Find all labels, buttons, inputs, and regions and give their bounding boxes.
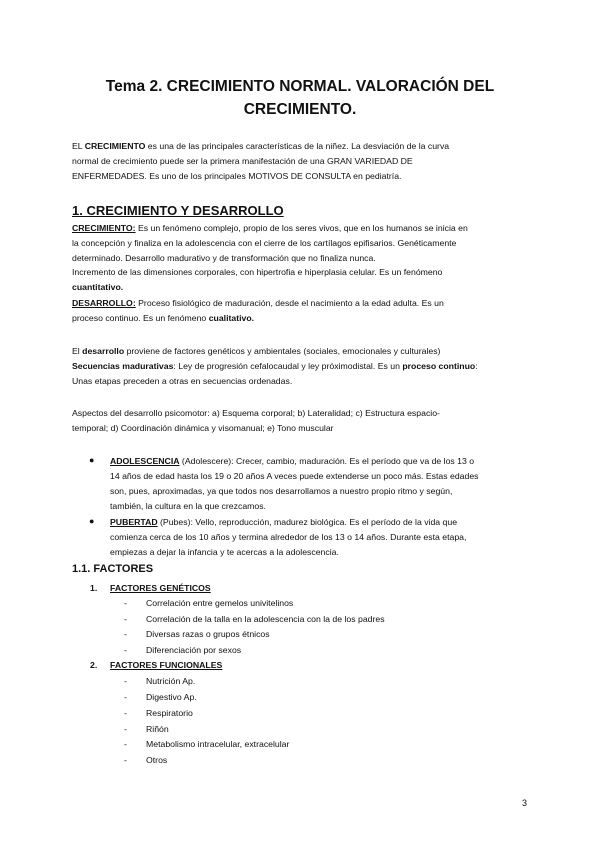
- crecimiento-line-5: [72, 280, 532, 295]
- intro-text: es una de las principales características de la niñez. La desviación de la curva: [145, 141, 450, 151]
- crecimiento-line-4: Incremento de las dimensiones corporales, con hipertrofia e hiperplasia celular. Es un fenómeno: [72, 267, 443, 277]
- page-title-line-1: Tema 2. CRECIMIENTO NORMAL. VALORACIÓN DEL: [105, 78, 495, 95]
- intro-text: EL: [72, 141, 85, 151]
- dash-icon: -: [124, 629, 127, 639]
- desarrollo-text: proceso continuo. Es un fenómeno: [72, 313, 209, 323]
- dash-icon: -: [124, 645, 127, 655]
- desarrollo-text: Proceso fisiológico de maduración, desde el nacimiento a la edad adulta. Es un: [135, 298, 444, 308]
- dash-icon: -: [124, 614, 127, 624]
- dash-icon: -: [124, 755, 127, 765]
- dash-icon: -: [124, 739, 127, 749]
- aspects-line-2: temporal; d) Coordinación dinámica y visomanual; e) Tono muscular: [72, 423, 334, 433]
- sequences-text: : Ley de progresión cefalocaudal y ley próximodistal. Es un: [173, 361, 403, 371]
- env-text: proviene de factores genéticos y ambientales (sociales, emocionales y culturales): [124, 346, 441, 356]
- bullet-icon: ●: [89, 516, 95, 526]
- pubertad-label: PUBERTAD: [110, 517, 158, 527]
- pubertad-text: (Pubes): Vello, reproducción, madurez biológica. Es el período de la vida que: [157, 517, 458, 527]
- sequences-bold-2: proceso continuo: [402, 361, 476, 371]
- adolescencia-line-1: [110, 454, 540, 469]
- pubertad-line-3: empiezas a dejar la infancia y te acercas a la adolescencia.: [110, 547, 339, 557]
- crecimiento-label: CRECIMIENTO:: [72, 223, 136, 233]
- env-bold: desarrollo: [82, 346, 125, 356]
- crecimiento-line-3: determinado. Desarrollo madurativo y de transformación que no finaliza nunca.: [72, 253, 376, 263]
- list-item: Correlación de la talla en la adolescencia con la de los padres: [146, 614, 385, 624]
- desarrollo-line-2: [72, 311, 532, 326]
- intro-bold-term: CRECIMIENTO: [84, 141, 146, 151]
- list-item: Diversas razas o grupos étnicos: [146, 629, 270, 639]
- adolescencia-line-2: 14 años de edad hasta los 19 o 20 años A veces puede extenderse un poco más. Estas edades: [110, 471, 479, 481]
- bullet-icon: ●: [89, 455, 95, 465]
- list-item: Correlación entre gemelos univitelinos: [146, 598, 294, 608]
- group-label-geneticos: FACTORES GENÉTICOS: [110, 583, 211, 593]
- desarrollo-label: DESARROLLO:: [72, 298, 136, 308]
- list-item: Otros: [146, 755, 168, 765]
- list-item: Nutrición Ap.: [146, 676, 196, 686]
- subsection-heading: 1.1. FACTORES: [72, 563, 154, 575]
- env-text: El: [72, 346, 83, 356]
- section-heading: 1. CRECIMIENTO Y DESARROLLO: [72, 203, 284, 218]
- aspects-line-1: Aspectos del desarrollo psicomotor: a) Esquema corporal; b) Lateralidad; c) Estructura espacio-: [72, 408, 440, 418]
- adolescencia-label: ADOLESCENCIA: [110, 456, 180, 466]
- group-number: 1.: [90, 583, 98, 593]
- crecimiento-bold: cuantitativo.: [72, 282, 124, 292]
- sequences-colon: :: [475, 361, 478, 371]
- page-title-line-2: CRECIMIENTO.: [243, 101, 357, 118]
- crecimiento-line-2: la concepción y finaliza en la adolescencia con el cierre de los cartílagos epifisarios. Genéticamente: [72, 238, 457, 248]
- list-item: Metabolismo intracelular, extracelular: [146, 739, 290, 749]
- crecimiento-line-1: [72, 221, 532, 236]
- adolescencia-line-4: también, la cultura en la que crezcamos.: [110, 501, 266, 511]
- adolescencia-text: (Adolescere): Crecer, cambio, maduración. Es el período que va de los 13 o: [179, 456, 475, 466]
- dash-icon: -: [124, 598, 127, 608]
- dash-icon: -: [124, 692, 127, 702]
- dash-icon: -: [124, 676, 127, 686]
- desarrollo-line-1: [72, 296, 532, 311]
- crecimiento-text: Es un fenómeno complejo, propio de los seres vivos, que en los humanos se inicia en: [135, 223, 468, 233]
- pubertad-line-2: comienza cerca de los 10 años y termina alrededor de los 13 o 14 años. Durante esta etapa,: [110, 532, 467, 542]
- sequences-bold: Secuencias madurativas: [72, 361, 174, 371]
- pubertad-line-1: [110, 515, 540, 530]
- group-number: 2.: [90, 660, 98, 670]
- sequences-line-2: Unas etapas preceden a otras en secuencias ordenadas.: [72, 376, 293, 386]
- desarrollo-bold: cualitativo.: [208, 313, 255, 323]
- page-number: 3: [522, 798, 528, 808]
- list-item: Digestivo Ap.: [146, 692, 197, 702]
- intro-line-1: [72, 139, 532, 154]
- group-label-funcionales: FACTORES FUNCIONALES: [110, 660, 223, 670]
- environment-line: [72, 344, 532, 359]
- intro-line-3: ENFERMEDADES. Es uno de los principales MOTIVOS DE CONSULTA en pediatría.: [72, 171, 402, 181]
- list-item: Diferenciación por sexos: [146, 645, 242, 655]
- intro-line-2: normal de crecimiento puede ser la primera manifestación de una GRAN VARIEDAD DE: [72, 156, 413, 166]
- sequences-line-1: [72, 359, 532, 374]
- dash-icon: -: [124, 708, 127, 718]
- list-item: Respiratorio: [146, 708, 193, 718]
- dash-icon: -: [124, 724, 127, 734]
- adolescencia-line-3: son, pues, aproximadas, ya que todos nos desarrollamos a nuestro propio ritmo y según,: [110, 486, 453, 496]
- list-item: Riñón: [146, 724, 169, 734]
